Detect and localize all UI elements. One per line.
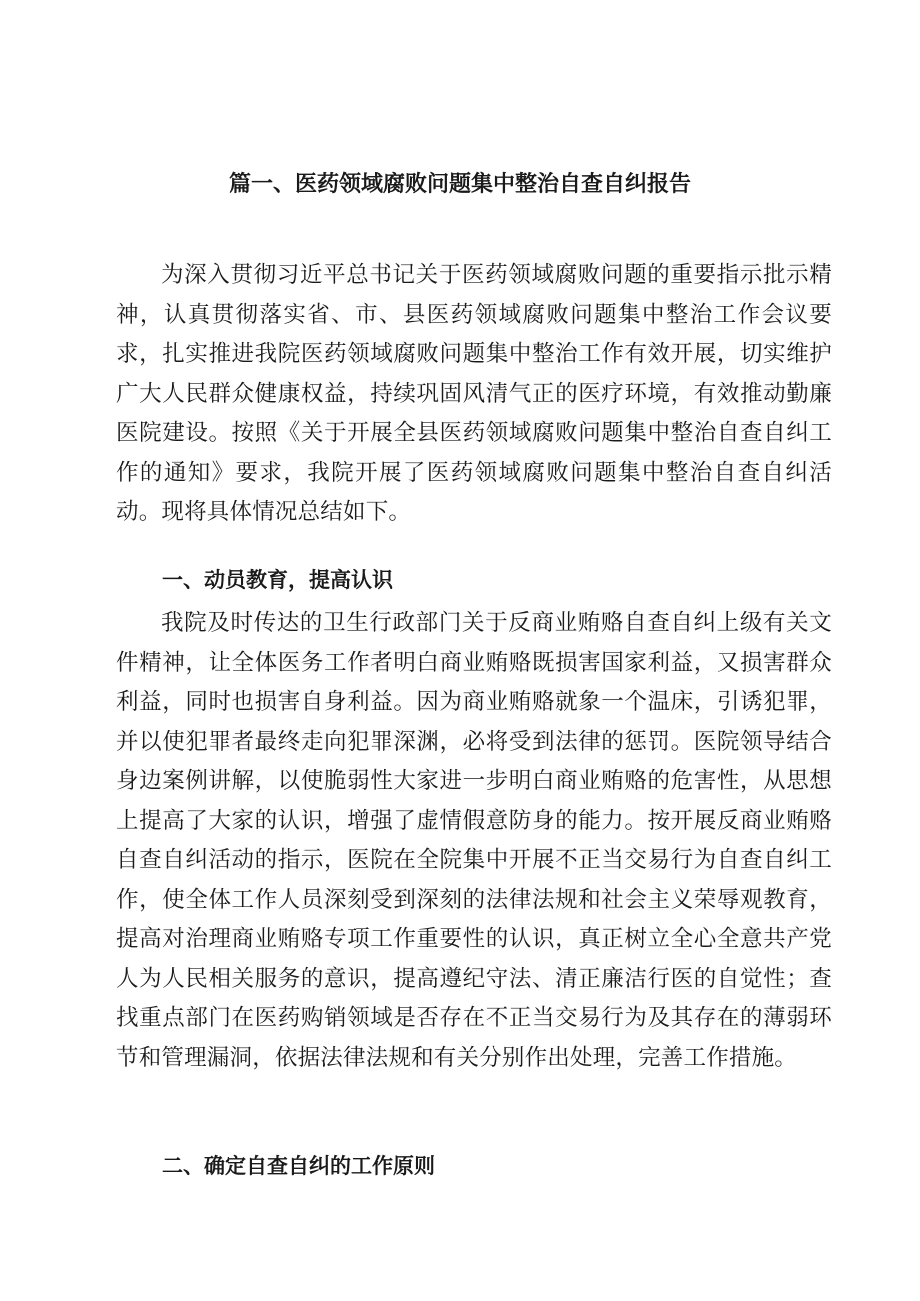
section-1-paragraph: 我院及时传达的卫生行政部门关于反商业贿赂自查自纠上级有关文件精神，让全体医务工作者明白商业贿赂既损害国家利益，又损害群众利益，同时也损害自身利益。因为商业贿赂就象一个温床，引诱犯罪，并以使犯罪者最终走向犯罪深渊，必将受到法律的惩罚。医院领导结合身边案例讲解，以使脆弱性大家进一步明白商业贿赂的危害性，从思想上提高了大家的认识，增强了虚情假意防身的能力。按开展反商业贿赂自查自纠活动的指示，医院在全院集中开展不正当交易行为自查自纠工作，使全体工作人员深刻受到深刻的法律法规和社会主义荣辱观教育，提高对治理商业贿赂专项工作重要性的认识，真正树立全心全意共产党人为人民相关服务的意识，提高遵纪守法、清正廉洁行医的自觉性；查找重点部门在医药购销领域是否存在不正当交易行为及其存在的薄弱环节和管理漏洞，依据法律法规和有关分别作出处理，完善工作措施。 xyxy=(116,610,832,1071)
document-title: 篇一、医药领域腐败问题集中整治自查自纠报告 xyxy=(228,172,691,197)
section-heading-1: 一、动员教育，提高认识 xyxy=(162,568,393,592)
intro-paragraph: 为深入贯彻习近平总书记关于医药领域腐败问题的重要指示批示精神，认真贯彻落实省、市、县医药领域腐败问题集中整治工作会议要求，扎实推进我院医药领域腐败问题集中整治工作有效开展，切实维护广大人民群众健康权益，持续巩固风清气正的医疗环境，有效推动勤廉医院建设。按照《关于开展全县医药领域腐败问题集中整治自查自纠工作的通知》要求，我院开展了医药领域腐败问题集中整治自查自纠活动。现将具体情况总结如下。 xyxy=(116,262,832,525)
section-heading-2: 二、确定自查自纠的工作原则 xyxy=(162,1154,435,1178)
